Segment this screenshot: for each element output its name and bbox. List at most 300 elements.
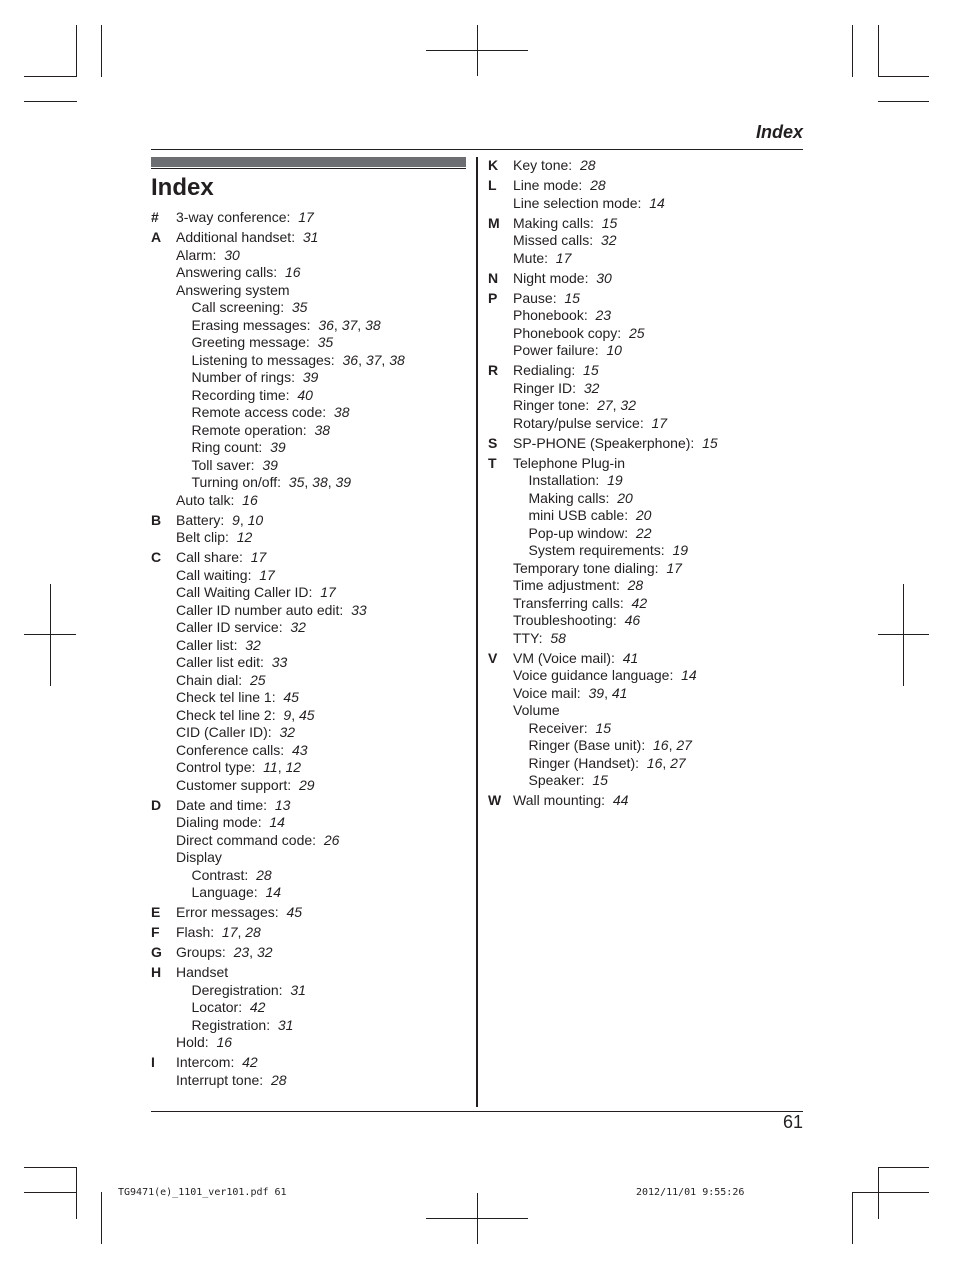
index-subentry: Listening to messages: 36, 37, 38: [191, 351, 405, 368]
page-reference[interactable]: 30: [224, 246, 240, 263]
page-reference[interactable]: 41: [611, 684, 628, 701]
page-reference[interactable]: 28: [256, 866, 272, 883]
index-entry: Control type: 11, 12: [176, 759, 302, 775]
index-entry: [176, 1034, 473, 1052]
page-reference[interactable]: 12: [236, 529, 253, 545]
page-reference[interactable]: 15: [702, 434, 718, 451]
page-reference[interactable]: 14: [681, 667, 697, 683]
index-entry: [176, 742, 473, 760]
page-reference[interactable]: 28: [270, 1071, 287, 1088]
index-entry: [513, 270, 803, 288]
page-reference[interactable]: 36: [318, 316, 334, 333]
index-letter: S: [488, 434, 498, 451]
page-reference[interactable]: 15: [595, 719, 611, 736]
page-reference[interactable]: 58: [550, 629, 566, 646]
page-reference[interactable]: 23: [595, 307, 612, 323]
entry-text: Flash:: [176, 924, 215, 940]
index-entry: [176, 814, 473, 832]
index-group: [488, 362, 803, 432]
index-entry: [176, 797, 473, 815]
index-letter: A: [151, 229, 162, 245]
page-reference[interactable]: 27: [597, 397, 613, 413]
index-entry: [513, 380, 803, 398]
index-entry: [176, 619, 473, 637]
entry-text: Making calls:: [528, 489, 610, 506]
page-reference[interactable]: 27: [676, 737, 692, 753]
page-reference[interactable]: 17: [259, 566, 275, 583]
entry-text: Display: [176, 849, 222, 865]
index-group: [151, 1054, 473, 1089]
entry-text: Pop-up window:: [528, 524, 629, 541]
entry-text: Listening to messages:: [191, 351, 335, 368]
entry-text: Line selection mode:: [513, 194, 642, 211]
page-reference[interactable]: 16: [284, 264, 301, 280]
page-reference[interactable]: 28: [579, 157, 596, 173]
entry-text: Temporary tone dialing:: [513, 559, 659, 576]
index-entry: Check tel line 2: 9, 45: [176, 706, 315, 723]
entry-text: Call waiting:: [176, 566, 252, 583]
page-reference[interactable]: 38: [314, 421, 331, 438]
index-subentry: [176, 299, 473, 317]
entry-text: Key tone:: [513, 157, 573, 173]
page-reference[interactable]: 31: [302, 229, 319, 245]
index-letter: N: [488, 269, 499, 286]
index-group: [151, 549, 473, 794]
page-title: Index: [151, 174, 214, 201]
entry-text: Night mode:: [513, 269, 589, 286]
running-header: Index: [755, 122, 803, 142]
entry-text: Conference calls:: [176, 741, 285, 758]
page-reference[interactable]: 28: [627, 577, 644, 593]
entry-text: Phonebook:: [513, 307, 588, 323]
index-group: [488, 215, 803, 268]
entry-text: Mute:: [513, 249, 549, 266]
index-entry: [513, 702, 803, 720]
page-reference[interactable]: 15: [592, 772, 608, 788]
page-reference[interactable]: 30: [596, 269, 612, 286]
page-reference[interactable]: 17: [320, 584, 336, 600]
entry-text: Locator:: [191, 999, 243, 1015]
index-entry: [176, 654, 473, 672]
entry-text: 3-way conference:: [176, 209, 291, 225]
index-group: [488, 290, 803, 360]
index-subentry: [176, 867, 473, 885]
index-entry: Flash: 17, 28: [176, 924, 261, 940]
entry-text: Greeting message:: [191, 334, 310, 350]
index-letter: P: [488, 289, 498, 306]
entry-text: Pause:: [513, 289, 557, 306]
entry-text: Battery:: [176, 511, 225, 528]
index-entry: [176, 904, 473, 922]
page-reference[interactable]: 9: [232, 511, 240, 528]
entry-text: Call Waiting Caller ID:: [176, 584, 313, 600]
index-letter: R: [488, 362, 499, 378]
page-reference[interactable]: 45: [286, 904, 303, 920]
index-entry: [176, 777, 473, 795]
index-entry: [513, 290, 803, 308]
page-reference[interactable]: 32: [256, 944, 273, 960]
page-reference[interactable]: 12: [285, 759, 302, 775]
entry-text: Auto talk:: [176, 491, 235, 508]
page-reference[interactable]: 14: [649, 194, 665, 211]
entry-text: CID (Caller ID):: [176, 724, 272, 740]
entry-text: Remote access code:: [191, 404, 327, 420]
index-entry: Voice mail: 39, 41: [513, 684, 628, 701]
page-reference[interactable]: 33: [271, 654, 288, 670]
entry-text: Ringer ID:: [513, 379, 577, 396]
page-reference[interactable]: 40: [297, 386, 313, 403]
index-entry: [176, 724, 473, 742]
page-reference[interactable]: 29: [298, 776, 315, 793]
page-reference[interactable]: 43: [291, 741, 308, 758]
index-group: [488, 157, 803, 175]
index-entry: [513, 232, 803, 250]
entry-text: Power failure:: [513, 342, 599, 358]
index-entry: [513, 667, 803, 685]
index-entry: [513, 455, 803, 473]
page-reference[interactable]: 42: [631, 594, 648, 611]
entry-text: Redialing:: [513, 362, 576, 378]
page-reference[interactable]: 13: [274, 796, 291, 813]
page-reference[interactable]: 20: [635, 507, 652, 523]
page-reference[interactable]: 28: [590, 177, 606, 193]
page-reference[interactable]: 9: [283, 706, 292, 723]
entry-text: Direct command code:: [176, 831, 317, 848]
index-subentry: Erasing messages: 36, 37, 38: [191, 316, 381, 333]
page-reference[interactable]: 17: [666, 559, 682, 576]
footer-rule: [151, 1111, 803, 1112]
index-subentry: [176, 439, 473, 457]
index-subentry: [513, 720, 803, 738]
entry-text: Rotary/pulse service:: [513, 414, 644, 431]
entry-text: SP-PHONE (Speakerphone):: [513, 434, 695, 451]
page-reference[interactable]: 32: [583, 379, 600, 396]
index-entry: [513, 560, 803, 578]
entry-text: Call screening:: [191, 299, 285, 315]
entry-text: Belt clip:: [176, 529, 229, 545]
index-letter: L: [488, 177, 497, 193]
index-entry: [176, 849, 473, 867]
page-reference[interactable]: 16: [216, 1034, 233, 1050]
page-reference[interactable]: 38: [365, 316, 381, 333]
index-entry: [176, 602, 473, 620]
entry-text: Additional handset:: [176, 229, 296, 245]
index-subentry: [176, 1017, 473, 1035]
page-reference[interactable]: 33: [351, 601, 367, 618]
index-entry: [513, 630, 803, 648]
entry-text: Language:: [191, 884, 258, 900]
header-rule: [151, 149, 803, 150]
entry-text: Date and time:: [176, 796, 268, 813]
page-reference[interactable]: 38: [389, 351, 405, 368]
index-entry: [176, 1072, 473, 1090]
entry-text: Dialing mode:: [176, 814, 262, 830]
page-reference[interactable]: 14: [265, 884, 282, 900]
index-entry: [513, 435, 803, 453]
entry-text: Turning on/off:: [191, 474, 282, 490]
entry-text: Check tel line 2:: [176, 706, 276, 723]
index-subentry: [513, 490, 803, 508]
index-letter: M: [488, 214, 500, 231]
print-file-info: TG9471(e)_1101_ver101.pdf 61: [118, 1187, 287, 1198]
index-group: [488, 650, 803, 790]
entry-text: Caller ID number auto edit:: [176, 601, 344, 618]
page-reference[interactable]: 35: [317, 334, 334, 350]
page-reference[interactable]: 42: [249, 999, 266, 1015]
index-letter: G: [151, 944, 162, 960]
entry-text: Caller list:: [176, 636, 238, 653]
entry-text: Caller ID service:: [176, 619, 283, 635]
index-entry: [176, 529, 473, 547]
page-reference[interactable]: 39: [270, 439, 286, 455]
index-subentry: [176, 457, 473, 475]
page-reference[interactable]: 22: [635, 524, 652, 541]
page-reference[interactable]: 44: [612, 792, 629, 808]
index-letter: K: [488, 157, 499, 173]
page-reference[interactable]: 19: [672, 542, 689, 558]
index-entry: [513, 307, 803, 325]
index-subentry: [176, 422, 473, 440]
entry-text: Chain dial:: [176, 671, 243, 688]
entry-text: Troubleshooting:: [513, 612, 617, 628]
page-reference[interactable]: 39: [302, 369, 319, 385]
entry-text: Number of rings:: [191, 369, 295, 385]
index-column-right: [488, 157, 803, 812]
index-entry: [176, 584, 473, 602]
index-group: [488, 455, 803, 648]
index-group: [151, 209, 473, 227]
entry-text: Remote operation:: [191, 421, 307, 438]
page-reference[interactable]: 41: [622, 649, 639, 666]
page-reference[interactable]: 31: [290, 981, 306, 998]
page-reference[interactable]: 11: [263, 759, 278, 775]
page-reference[interactable]: 39: [588, 684, 605, 701]
page-reference[interactable]: 32: [279, 724, 296, 740]
entry-text: Recording time:: [191, 386, 290, 403]
index-entry: [176, 209, 473, 227]
index-entry: Groups: 23, 32: [176, 944, 273, 960]
page-reference[interactable]: 31: [277, 1016, 294, 1033]
index-entry: [176, 567, 473, 585]
page-number: 61: [782, 1112, 803, 1132]
entry-text: Control type:: [176, 759, 256, 775]
page-reference[interactable]: 28: [245, 924, 261, 940]
entry-text: Answering calls:: [176, 264, 278, 280]
index-entry: [176, 672, 473, 690]
index-subentry: [176, 369, 473, 387]
entry-text: Check tel line 1:: [176, 689, 276, 705]
page-reference[interactable]: 15: [564, 289, 580, 306]
index-entry: [176, 637, 473, 655]
index-entry: [513, 612, 803, 630]
entry-text: Ringer (Base unit):: [528, 737, 646, 753]
entry-text: Alarm:: [176, 246, 217, 263]
index-subentry: [176, 404, 473, 422]
index-subentry: [513, 507, 803, 525]
index-entry: Ringer tone: 27, 32: [513, 397, 636, 413]
page-reference[interactable]: 46: [624, 612, 641, 628]
page-reference[interactable]: 17: [250, 549, 267, 565]
entry-text: Wall mounting:: [513, 792, 606, 808]
page-reference[interactable]: 42: [242, 1054, 258, 1070]
index-group: [488, 792, 803, 810]
entry-text: System requirements:: [528, 542, 665, 558]
index-letter: I: [151, 1054, 155, 1070]
entry-text: mini USB cable:: [528, 507, 629, 523]
index-group: [151, 964, 473, 1052]
index-entry: [513, 195, 803, 213]
index-letter: B: [151, 511, 162, 528]
index-letter: #: [151, 209, 159, 225]
page-reference[interactable]: 23: [233, 944, 250, 960]
index-entry: [513, 157, 803, 175]
page-reference[interactable]: 45: [298, 706, 315, 723]
page-reference[interactable]: 32: [245, 636, 261, 653]
page-reference[interactable]: 10: [247, 511, 264, 528]
page-reference[interactable]: 19: [607, 472, 623, 488]
index-subentry: [176, 982, 473, 1000]
entry-text: Speaker:: [528, 772, 585, 788]
page-reference[interactable]: 17: [651, 414, 668, 431]
index-group: [488, 435, 803, 453]
index-entry: [513, 250, 803, 268]
entry-text: Making calls:: [513, 214, 594, 231]
entry-text: Interrupt tone:: [176, 1071, 264, 1088]
entry-text: Volume: [513, 702, 560, 718]
page-reference[interactable]: 15: [601, 214, 618, 231]
page-reference[interactable]: 27: [670, 754, 686, 771]
page-reference[interactable]: 25: [628, 324, 645, 341]
page-reference[interactable]: 32: [620, 397, 636, 413]
index-entry: [513, 595, 803, 613]
index-entry: [513, 342, 803, 360]
index-subentry: [176, 387, 473, 405]
page-reference[interactable]: 16: [646, 754, 663, 771]
index-subentry: Ringer (Handset): 16, 27: [528, 754, 686, 771]
index-letter: C: [151, 549, 162, 565]
index-entry: [513, 177, 803, 195]
page-reference[interactable]: 32: [600, 232, 617, 248]
index-group: [151, 512, 473, 547]
entry-text: Intercom:: [176, 1054, 235, 1070]
entry-text: Caller list edit:: [176, 654, 264, 670]
index-entry: [513, 362, 803, 380]
page-reference[interactable]: 35: [288, 474, 305, 490]
index-group: [488, 177, 803, 212]
index-subentry: [176, 334, 473, 352]
index-group: [151, 904, 473, 922]
index-entry: [176, 549, 473, 567]
entry-text: Time adjustment:: [513, 577, 620, 593]
entry-text: Groups:: [176, 944, 226, 960]
page-reference[interactable]: 16: [242, 491, 258, 508]
index-group: [151, 924, 473, 942]
index-letter: E: [151, 904, 161, 920]
index-letter: T: [488, 454, 497, 471]
print-datetime: 2012/11/01 9:55:26: [636, 1187, 745, 1198]
index-entry: [176, 1054, 473, 1072]
page-reference[interactable]: 17: [298, 209, 314, 225]
index-letter: H: [151, 964, 162, 980]
page-reference[interactable]: 45: [283, 689, 299, 705]
entry-text: Missed calls:: [513, 232, 594, 248]
page-reference[interactable]: 35: [291, 299, 308, 315]
index-entry: [176, 964, 473, 982]
page-reference[interactable]: 38: [312, 474, 328, 490]
page-reference[interactable]: 25: [249, 671, 266, 688]
page-reference[interactable]: 26: [323, 831, 340, 848]
entry-text: Voice mail:: [513, 684, 581, 701]
index-group: [488, 270, 803, 288]
index-entry: [513, 415, 803, 433]
index-entry: [513, 650, 803, 668]
page-reference[interactable]: 17: [221, 924, 238, 940]
page-reference[interactable]: 20: [617, 489, 633, 506]
index-group: [151, 944, 473, 962]
index-entry: [176, 832, 473, 850]
index-entry: [176, 264, 473, 282]
page-reference[interactable]: 16: [653, 737, 669, 753]
entry-text: Telephone Plug-in: [513, 454, 626, 471]
entry-text: Ring count:: [191, 439, 263, 455]
index-entry: Battery: 9, 10: [176, 511, 264, 528]
index-column-left: [151, 209, 473, 1092]
index-subentry: Ringer (Base unit): 16, 27: [528, 737, 692, 753]
entry-text: Erasing messages:: [191, 316, 311, 333]
index-entry: [513, 792, 803, 810]
index-entry: [513, 215, 803, 233]
page-reference[interactable]: 10: [606, 342, 622, 358]
page-reference[interactable]: 36: [342, 351, 359, 368]
entry-text: Customer support:: [176, 776, 292, 793]
page-reference[interactable]: 17: [555, 249, 572, 266]
index-subentry: [176, 884, 473, 902]
page-reference[interactable]: 39: [335, 474, 352, 490]
index-subentry: [513, 772, 803, 790]
page-reference[interactable]: 14: [269, 814, 285, 830]
index-subentry: [513, 472, 803, 490]
index-letter: W: [488, 792, 502, 808]
page-reference[interactable]: 38: [333, 404, 350, 420]
page-reference[interactable]: 37: [341, 316, 358, 333]
page-reference[interactable]: 39: [262, 456, 278, 473]
entry-text: Phonebook copy:: [513, 324, 622, 341]
column-divider: [476, 157, 478, 1107]
index-letter: V: [488, 649, 498, 666]
entry-text: Registration:: [191, 1016, 271, 1033]
entry-text: Handset: [176, 964, 229, 980]
page-reference[interactable]: 15: [583, 362, 599, 378]
entry-text: VM (Voice mail):: [513, 649, 615, 666]
index-subentry: Turning on/off: 35, 38, 39: [191, 474, 352, 490]
index-letter: F: [151, 924, 160, 940]
entry-text: Deregistration:: [191, 981, 283, 998]
entry-text: Transferring calls:: [513, 594, 624, 611]
index-entry: [176, 282, 473, 300]
entry-text: Call share:: [176, 549, 243, 565]
index-entry: [176, 229, 473, 247]
index-entry: [176, 247, 473, 265]
index-entry: [176, 492, 473, 510]
entry-text: Ringer (Handset):: [528, 754, 639, 771]
entry-text: Voice guidance language:: [513, 667, 674, 683]
index-subentry: [513, 525, 803, 543]
page-reference[interactable]: 37: [365, 351, 382, 368]
page-reference[interactable]: 32: [290, 619, 306, 635]
index-subentry: [513, 542, 803, 560]
entry-text: Line mode:: [513, 177, 583, 193]
entry-text: Ringer tone:: [513, 397, 590, 413]
